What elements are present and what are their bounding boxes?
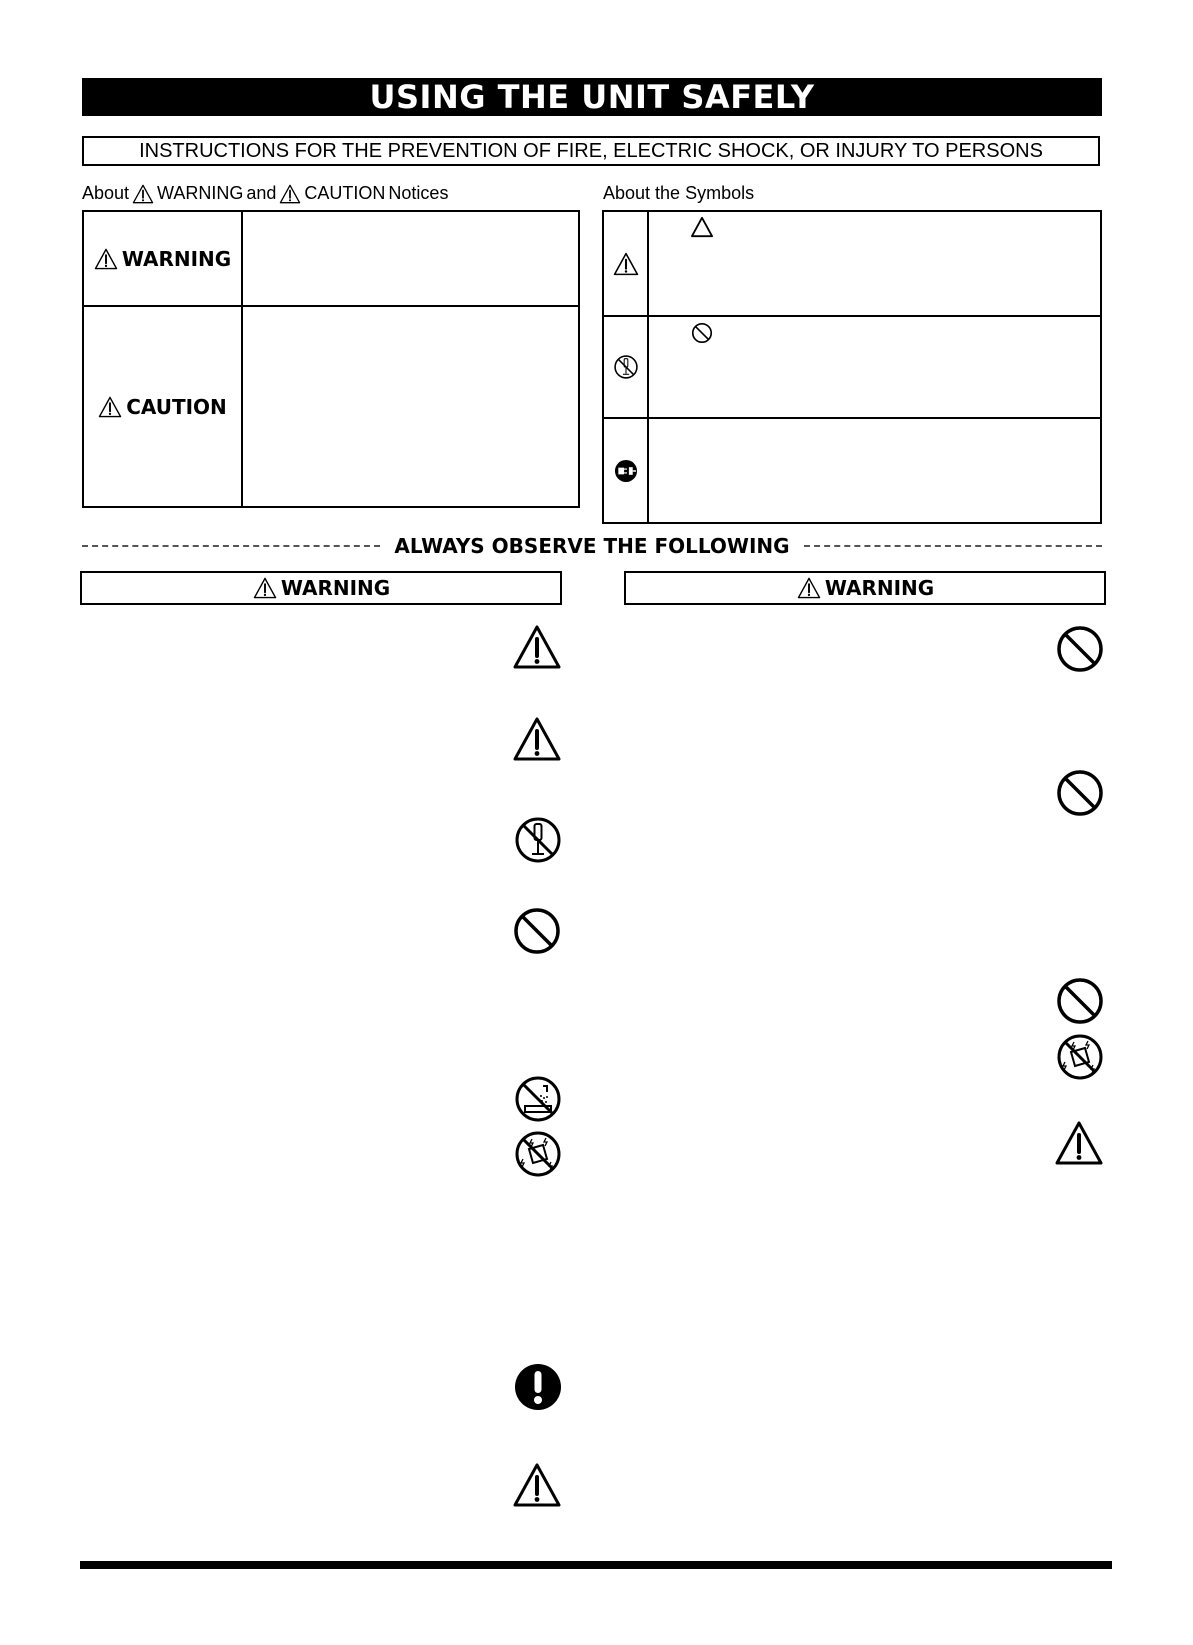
warning-triangle-icon bbox=[796, 577, 822, 599]
dashed-rule bbox=[82, 545, 380, 547]
warning-triangle-icon bbox=[613, 252, 639, 276]
notices-row-caution bbox=[84, 305, 578, 506]
notices-table bbox=[82, 210, 580, 508]
prohibited-icon bbox=[1055, 768, 1105, 818]
warning-label-cell bbox=[84, 212, 243, 305]
warning-triangle-icon bbox=[512, 624, 562, 670]
left-warning-label: WARNING bbox=[280, 576, 391, 600]
right-warning-header bbox=[624, 571, 1106, 605]
symbols-cell bbox=[604, 212, 649, 316]
notices-heading-about: About bbox=[82, 183, 130, 203]
symbols-row-triangle bbox=[604, 212, 1100, 316]
left-warning-header bbox=[80, 571, 562, 605]
warning-triangle-icon bbox=[132, 184, 154, 204]
instructions-subtitle: INSTRUCTIONS FOR THE PREVENTION OF FIRE, ELECTRIC SHOCK, OR INJURY TO PERSONS bbox=[82, 136, 1100, 166]
dashed-rule bbox=[804, 545, 1102, 547]
notices-heading-warning: WARNING bbox=[157, 183, 244, 203]
prohibited-icon bbox=[512, 906, 562, 956]
prohibited-small-icon bbox=[690, 321, 714, 345]
warning-triangle-icon bbox=[98, 396, 122, 418]
triangle-outline-icon bbox=[689, 216, 715, 238]
symbols-cell bbox=[604, 317, 649, 417]
warning-triangle-icon bbox=[279, 184, 301, 204]
caution-label: CAUTION bbox=[126, 394, 227, 419]
warning-triangle-icon bbox=[512, 716, 562, 762]
warning-label: WARNING bbox=[121, 246, 232, 271]
notices-heading-notices: Notices bbox=[388, 183, 449, 203]
symbols-heading: About the Symbols bbox=[603, 183, 755, 203]
warning-triangle-icon bbox=[94, 248, 118, 270]
notices-row-warning bbox=[84, 212, 578, 305]
symbols-row-mandatory bbox=[604, 417, 1100, 522]
prohibited-icon bbox=[1055, 976, 1105, 1026]
caution-label-cell bbox=[84, 307, 243, 506]
always-observe-text: ALWAYS OBSERVE THE FOLLOWING bbox=[394, 534, 790, 558]
notices-heading bbox=[82, 183, 448, 204]
warning-triangle-icon bbox=[1054, 1120, 1104, 1166]
symbols-cell bbox=[604, 419, 649, 522]
no-shock-icon bbox=[1055, 1032, 1105, 1082]
mandatory-exclamation-icon bbox=[513, 1362, 563, 1412]
prohibited-icon bbox=[1055, 624, 1105, 674]
notices-heading-caution: CAUTION bbox=[304, 183, 386, 203]
no-shock-icon bbox=[513, 1129, 563, 1179]
notices-heading-and: and bbox=[246, 183, 277, 203]
symbols-table bbox=[602, 210, 1102, 524]
warning-triangle-icon bbox=[252, 577, 278, 599]
bottom-rule bbox=[80, 1561, 1112, 1569]
no-disassemble-icon bbox=[613, 354, 639, 380]
no-disassemble-icon bbox=[513, 815, 563, 865]
always-observe-divider bbox=[82, 536, 1102, 556]
page-title: USING THE UNIT SAFELY bbox=[82, 78, 1102, 116]
unplug-icon bbox=[614, 459, 638, 483]
no-water-icon bbox=[513, 1074, 563, 1124]
warning-triangle-icon bbox=[512, 1462, 562, 1508]
right-warning-label: WARNING bbox=[824, 576, 935, 600]
symbols-row-prohibited bbox=[604, 315, 1100, 417]
